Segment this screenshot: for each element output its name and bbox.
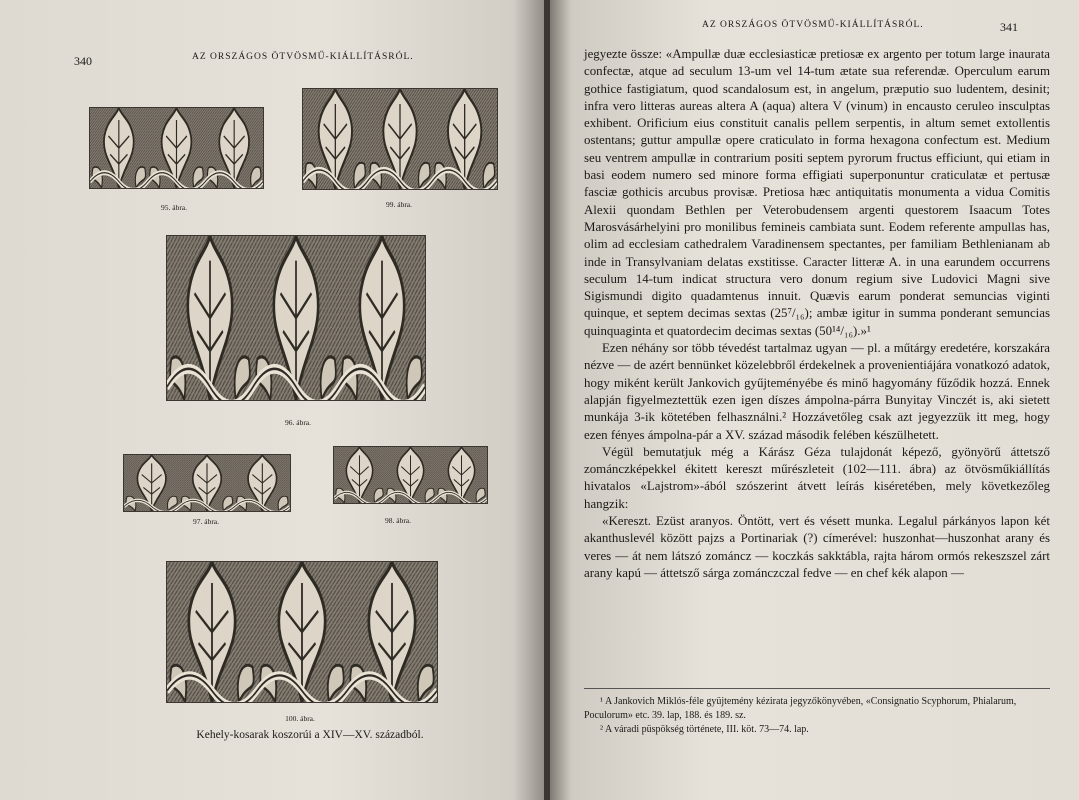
figure-99-label: 99. ábra. <box>385 200 413 209</box>
body-text <box>584 46 1050 582</box>
figure-100-ornament <box>166 561 438 703</box>
figure-98-label: 98. ábra. <box>384 516 412 525</box>
footnote: ¹ A Jankovich Miklós-féle gyüjtemény kézirata jegyzőkönyvében, «Consignatio Scyphorum, Phialarum, Poculorum» etc. 39. lap, 188. és 189. sz. <box>584 696 1017 721</box>
right-running-head: AZ ORSZÁGOS ÖTVÖSMŰ-KIÁLLÍTÁSRÓL. <box>702 20 924 30</box>
right-page <box>550 0 1079 800</box>
figure-95-ornament <box>89 107 264 189</box>
paragraph: Ezen néhány sor több tévedést tartalmaz ugyan — pl. a műtárgy eredetére, korszakára nézve — de azért bennünket közelebbről érdekelnek a provenientiájára vonatkozó adatok, hogy miként került Jankovich gyűjteményébe és minő hagyomány fűződik hozzá. Ennek alapján figyelmeztettük ezen igen díszes ámpolna-párra Bunyitay Vinczét is, aki sietett munkája 3-ik kötetében felhasználni.² Hozzávetőleg csak azt jegyezzük itt meg, hogy ezen fényes ámpolna-pár a XV. század második felében készülhetett. <box>584 341 1050 442</box>
figure-97-label: 97. ábra. <box>192 517 220 526</box>
figure-98-ornament <box>333 446 488 504</box>
figure-97-ornament <box>123 454 291 512</box>
right-page-number: 341 <box>1000 20 1018 34</box>
figure-96-label: 96. ábra. <box>284 418 312 427</box>
paragraph: «Kereszt. Ezüst aranyos. Öntött, vert és vésett munka. Legalul párkányos lapon két akanthuslevél között pajzs a Portinariak (?) címerével: huszonhat—huszonhat arany és veres — át nem látszó zománcz — koczkás sakktábla, rajta három ormós rekeszszel zárt arany kapú — áttetsző sárga zománczczal fedve — en chef kék alapon — <box>584 514 1050 580</box>
footnotes <box>584 688 1050 737</box>
paragraph: Végül bemutatjuk még a Kárász Géza tulajdonát képező, gyönyörű áttetsző zománczképekkel ékitett kereszt műrészleteit (102—111. ábra) az ötvösműkiállítás hivatalos «Lajstrom»-ából szószerint átvett leírás kiséretében, mely következőleg hangzik: <box>584 444 1050 511</box>
left-running-head: AZ ORSZÁGOS ÖTVÖSMŰ-KIÁLLÍTÁSRÓL. <box>192 52 414 62</box>
figure-96-ornament <box>166 235 426 401</box>
figure-99-ornament <box>302 88 498 190</box>
footnote: ² A váradi püspökség története, III. köt. 73—74. lap. <box>600 724 809 735</box>
figure-100-label: 100. ábra. <box>285 714 315 723</box>
figures-caption: Kehely-kosarak koszorúi a XIV—XV. századból. <box>196 729 424 741</box>
left-page-number: 340 <box>74 54 92 68</box>
figure-95-label: 95. ábra. <box>160 203 188 212</box>
paragraph: jegyezte össze: «Ampullæ duæ ecclesiasticæ pretiosæ ex argento per totum large inaurata confectæ, atque ad seculum 13-um vel 14-tum ætate sua referendæ. Operculum earum gothice fastigiatum, quod scandalosum est, in angelum, præputio suo ludentem, desinit; infra vero litteras aureas altera A (aqua) altera V (vinum) in encausto ceruleo insculptas exhibent. Orificium eius constituit canalis pellem serpentis, in altum semet extollentis ostentans; guttur ampullæ opere craticulato in forma hexagona confectum est. Medium seu ventrem ampullæ in contrarium positi septem pyrorum fructus efficiunt, qui etiam in basi eodem numero sed minore forma effigiati superponuntur craticulatæ et pertusæ fasciæ gothicis arcubus provisæ. Pretiosa hæc antiquitatis monumenta a vidua Comitis Alexii quondam Bethlen per Veterobudensem argenti questorem Isaacum Totes Marosvásárhelyini pro monilibus femineis cambiata sunt. Eodem referente ampullas has, olim ad ecclesiam cathedralem Varadinensem spectantes, per familiam Bethlenianam ab inde in Transylvaniam delatas exstitisse. Caracter litteræ A. in una earundem occurrens seculum 14-tum indicat structura vero donum regium sive Ludovici Magni sive Sigismundi digito quadamtenus innuit. Quævis earum ponderat semuncias viginti quinque, et septem decimas sextas (25⁷/₁₆); ambæ igitur in summa ponderant semuncias quinquaginta et quatordecim decimas sextas (50¹⁴/₁₆).»¹ <box>584 47 1050 338</box>
